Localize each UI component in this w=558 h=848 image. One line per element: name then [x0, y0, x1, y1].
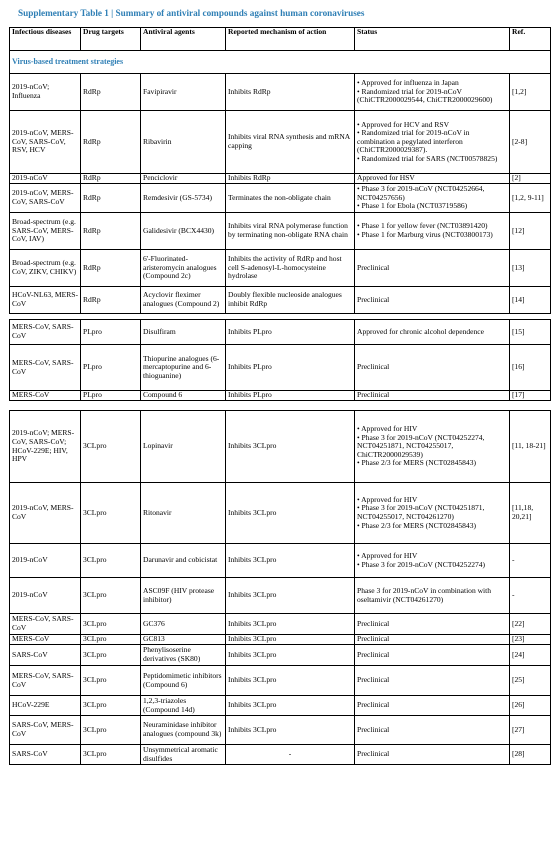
- table-row: [10, 250, 551, 287]
- target-cell: 3CLpro: [81, 716, 141, 745]
- table-row: [10, 716, 551, 745]
- agent-cell: Unsymmetrical aromatic disulfides: [141, 745, 226, 765]
- disease-cell: 2019-nCoV, MERS-CoV: [10, 483, 81, 544]
- status-cell: Preclinical: [355, 287, 510, 314]
- disease-cell: 2019-nCoV: [10, 544, 81, 578]
- table-row: [10, 578, 551, 614]
- disease-cell: MERS-CoV, SARS-CoV: [10, 320, 81, 345]
- ref-cell: [2-8]: [510, 111, 551, 174]
- disease-cell: 2019-nCoV; Influenza: [10, 74, 81, 111]
- mechanism-cell: Inhibits 3CLpro: [226, 544, 355, 578]
- disease-cell: SARS-CoV, MERS-CoV: [10, 716, 81, 745]
- agent-cell: Phenylisoserine derivatives (SK80): [141, 645, 226, 666]
- status-cell: • Approved for HIV • Phase 3 for 2019-nCoV (NCT04252274): [355, 544, 510, 578]
- target-cell: RdRp: [81, 213, 141, 250]
- agent-cell: Lopinavir: [141, 411, 226, 483]
- mechanism-cell: Inhibits PLpro: [226, 391, 355, 401]
- agent-cell: Remdesivir (GS-5734): [141, 184, 226, 213]
- ref-cell: [17]: [510, 391, 551, 401]
- mechanism-cell: Inhibits 3CLpro: [226, 614, 355, 635]
- mechanism-cell: Inhibits 3CLpro: [226, 645, 355, 666]
- disease-cell: 2019-nCoV, MERS-CoV, SARS-CoV, RSV, HCV: [10, 111, 81, 174]
- mechanism-cell: Inhibits 3CLpro: [226, 716, 355, 745]
- disease-cell: MERS-CoV: [10, 391, 81, 401]
- status-cell: • Approved for influenza in Japan • Randomized trial for 2019-nCoV (ChiCTR2000029544, ChiCTR2000029600): [355, 74, 510, 111]
- table-row: [10, 184, 551, 213]
- agent-cell: Ribavirin: [141, 111, 226, 174]
- disease-cell: HCoV-229E: [10, 696, 81, 716]
- agent-cell: Galidesivir (BCX4430): [141, 213, 226, 250]
- agent-cell: Peptidomimetic inhibitors (Compound 6): [141, 666, 226, 696]
- mechanism-cell: Inhibits 3CLpro: [226, 411, 355, 483]
- agent-cell: Thiopurine analogues (6-mercaptopurine and 6-thioguanine): [141, 345, 226, 391]
- ref-cell: [1,2]: [510, 74, 551, 111]
- ref-cell: [13]: [510, 250, 551, 287]
- ref-cell: [11,18, 20,21]: [510, 483, 551, 544]
- mechanism-cell: Inhibits PLpro: [226, 345, 355, 391]
- status-cell: Phase 3 for 2019-nCoV in combination with oseltamivir (NCT04261270): [355, 578, 510, 614]
- disease-cell: Broad-spectrum (e.g. CoV, ZIKV, CHIKV): [10, 250, 81, 287]
- agent-cell: Penciclovir: [141, 174, 226, 184]
- ref-cell: [22]: [510, 614, 551, 635]
- table-row: [10, 696, 551, 716]
- header-drug-targets: Drug targets: [81, 28, 141, 51]
- table-row: [10, 635, 551, 645]
- agent-cell: Neuraminidase inhibitor analogues (compound 3k): [141, 716, 226, 745]
- table-row: [10, 666, 551, 696]
- agent-cell: 6'-Fluorinated-aristeromycin analogues (Compound 2c): [141, 250, 226, 287]
- ref-cell: [23]: [510, 635, 551, 645]
- agent-cell: Compound 6: [141, 391, 226, 401]
- table-row: [10, 345, 551, 391]
- disease-cell: 2019-nCoV: [10, 578, 81, 614]
- ref-cell: [2]: [510, 174, 551, 184]
- status-cell: Approved for HSV: [355, 174, 510, 184]
- status-cell: Preclinical: [355, 645, 510, 666]
- group-spacer-cell: [10, 401, 551, 411]
- agent-cell: 1,2,3-triazoles (Compound 14d): [141, 696, 226, 716]
- mechanism-cell: Inhibits 3CLpro: [226, 696, 355, 716]
- mechanism-cell: Inhibits viral RNA synthesis and mRNA capping: [226, 111, 355, 174]
- agent-cell: ASC09F (HIV protease inhibitor): [141, 578, 226, 614]
- status-cell: Preclinical: [355, 716, 510, 745]
- disease-cell: MERS-CoV: [10, 635, 81, 645]
- target-cell: 3CLpro: [81, 696, 141, 716]
- table-row: [10, 174, 551, 184]
- ref-cell: -: [510, 578, 551, 614]
- disease-cell: SARS-CoV: [10, 745, 81, 765]
- table-row: [10, 544, 551, 578]
- target-cell: PLpro: [81, 345, 141, 391]
- ref-cell: -: [510, 544, 551, 578]
- target-cell: RdRp: [81, 111, 141, 174]
- target-cell: 3CLpro: [81, 483, 141, 544]
- table-row: [10, 213, 551, 250]
- mechanism-cell: Terminates the non-obligate chain: [226, 184, 355, 213]
- mechanism-cell: Inhibits PLpro: [226, 320, 355, 345]
- header-infectious-diseases: Infectious diseases: [10, 28, 81, 51]
- target-cell: RdRp: [81, 250, 141, 287]
- table-row: [10, 645, 551, 666]
- target-cell: RdRp: [81, 74, 141, 111]
- disease-cell: MERS-CoV, SARS-CoV: [10, 345, 81, 391]
- ref-cell: [24]: [510, 645, 551, 666]
- table-row: [10, 483, 551, 544]
- table-title: Supplementary Table 1 | Summary of antiviral compounds against human coronaviruses: [18, 8, 365, 18]
- agent-cell: Acyclovir fleximer analogues (Compound 2): [141, 287, 226, 314]
- ref-cell: [11, 18-21]: [510, 411, 551, 483]
- target-cell: 3CLpro: [81, 544, 141, 578]
- agent-cell: Darunavir and cobicistat: [141, 544, 226, 578]
- mechanism-cell: Inhibits RdRp: [226, 174, 355, 184]
- header-mechanism: Reported mechanism of action: [226, 28, 355, 51]
- mechanism-cell: Inhibits 3CLpro: [226, 666, 355, 696]
- status-cell: Preclinical: [355, 250, 510, 287]
- status-cell: Approved for chronic alcohol dependence: [355, 320, 510, 345]
- group-spacer: [10, 401, 551, 411]
- disease-cell: 2019-nCoV: [10, 174, 81, 184]
- mechanism-cell: Inhibits 3CLpro: [226, 578, 355, 614]
- ref-cell: [26]: [510, 696, 551, 716]
- target-cell: PLpro: [81, 391, 141, 401]
- mechanism-cell: Inhibits 3CLpro: [226, 483, 355, 544]
- target-cell: RdRp: [81, 174, 141, 184]
- target-cell: 3CLpro: [81, 745, 141, 765]
- table-row: [10, 614, 551, 635]
- mechanism-cell: Inhibits viral RNA polymerase function by terminating non-obligate RNA chain: [226, 213, 355, 250]
- ref-cell: [14]: [510, 287, 551, 314]
- section-row: [10, 51, 551, 74]
- status-cell: Preclinical: [355, 696, 510, 716]
- target-cell: PLpro: [81, 320, 141, 345]
- target-cell: 3CLpro: [81, 666, 141, 696]
- table-row: [10, 74, 551, 111]
- ref-cell: [27]: [510, 716, 551, 745]
- status-cell: • Phase 3 for 2019-nCoV (NCT04252664, NCT04257656) • Phase 1 for Ebola (NCT03719586): [355, 184, 510, 213]
- disease-cell: MERS-CoV, SARS-CoV: [10, 614, 81, 635]
- table-row: [10, 287, 551, 314]
- table-row: [10, 111, 551, 174]
- header-ref: Ref.: [510, 28, 551, 51]
- table-row: [10, 745, 551, 765]
- agent-cell: Disulfiram: [141, 320, 226, 345]
- table-row: [10, 391, 551, 401]
- disease-cell: HCoV-NL63, MERS-CoV: [10, 287, 81, 314]
- mechanism-cell: Inhibits 3CLpro: [226, 635, 355, 645]
- target-cell: RdRp: [81, 184, 141, 213]
- target-cell: RdRp: [81, 287, 141, 314]
- status-cell: • Approved for HIV • Phase 3 for 2019-nCoV (NCT04252274, NCT04251871, NCT04255017, ChiCTR2000029539) • Phase 2/3 for MERS (NCT02845843): [355, 411, 510, 483]
- status-cell: • Approved for HIV • Phase 3 for 2019-nCoV (NCT04251871, NCT04255017, NCT04261270) • Phase 2/3 for MERS (NCT02845843): [355, 483, 510, 544]
- target-cell: 3CLpro: [81, 411, 141, 483]
- status-cell: Preclinical: [355, 635, 510, 645]
- status-cell: Preclinical: [355, 745, 510, 765]
- header-antiviral-agents: Antiviral agents: [141, 28, 226, 51]
- target-cell: 3CLpro: [81, 645, 141, 666]
- disease-cell: 2019-nCoV, MERS-CoV, SARS-CoV: [10, 184, 81, 213]
- ref-cell: [16]: [510, 345, 551, 391]
- mechanism-cell: Inhibits the activity of RdRp and host cell S-adenosyl-L-homocysteine hydrolase: [226, 250, 355, 287]
- status-cell: • Phase 1 for yellow fever (NCT03891420) • Phase 1 for Marburg virus (NCT03800173): [355, 213, 510, 250]
- target-cell: 3CLpro: [81, 578, 141, 614]
- disease-cell: 2019-nCoV; MERS-CoV, SARS-CoV; HCoV-229E; HIV, HPV: [10, 411, 81, 483]
- header-status: Status: [355, 28, 510, 51]
- section-label: Virus-based treatment strategies: [10, 51, 551, 74]
- agent-cell: Ritonavir: [141, 483, 226, 544]
- agent-cell: GC813: [141, 635, 226, 645]
- status-cell: • Approved for HCV and RSV • Randomized trial for 2019-nCoV in combination a pegylated interferon (ChiCTR2000029387). • Randomized trial for SARS (NCT00578825): [355, 111, 510, 174]
- disease-cell: Broad-spectrum (e.g. SARS-CoV, MERS-CoV, IAV): [10, 213, 81, 250]
- status-cell: Preclinical: [355, 345, 510, 391]
- antiviral-compounds-table: [9, 27, 551, 765]
- ref-cell: [25]: [510, 666, 551, 696]
- ref-cell: [12]: [510, 213, 551, 250]
- disease-cell: SARS-CoV: [10, 645, 81, 666]
- status-cell: Preclinical: [355, 614, 510, 635]
- table-row: [10, 411, 551, 483]
- header-row: [10, 28, 551, 51]
- ref-cell: [28]: [510, 745, 551, 765]
- target-cell: 3CLpro: [81, 635, 141, 645]
- disease-cell: MERS-CoV, SARS-CoV: [10, 666, 81, 696]
- agent-cell: Favipiravir: [141, 74, 226, 111]
- target-cell: 3CLpro: [81, 614, 141, 635]
- ref-cell: [15]: [510, 320, 551, 345]
- ref-cell: [1,2, 9-11]: [510, 184, 551, 213]
- mechanism-cell: -: [226, 745, 355, 765]
- mechanism-cell: Inhibits RdRp: [226, 74, 355, 111]
- table-row: [10, 320, 551, 345]
- status-cell: Preclinical: [355, 666, 510, 696]
- status-cell: Preclinical: [355, 391, 510, 401]
- mechanism-cell: Doubly flexible nucleoside analogues inhibit RdRp: [226, 287, 355, 314]
- agent-cell: GC376: [141, 614, 226, 635]
